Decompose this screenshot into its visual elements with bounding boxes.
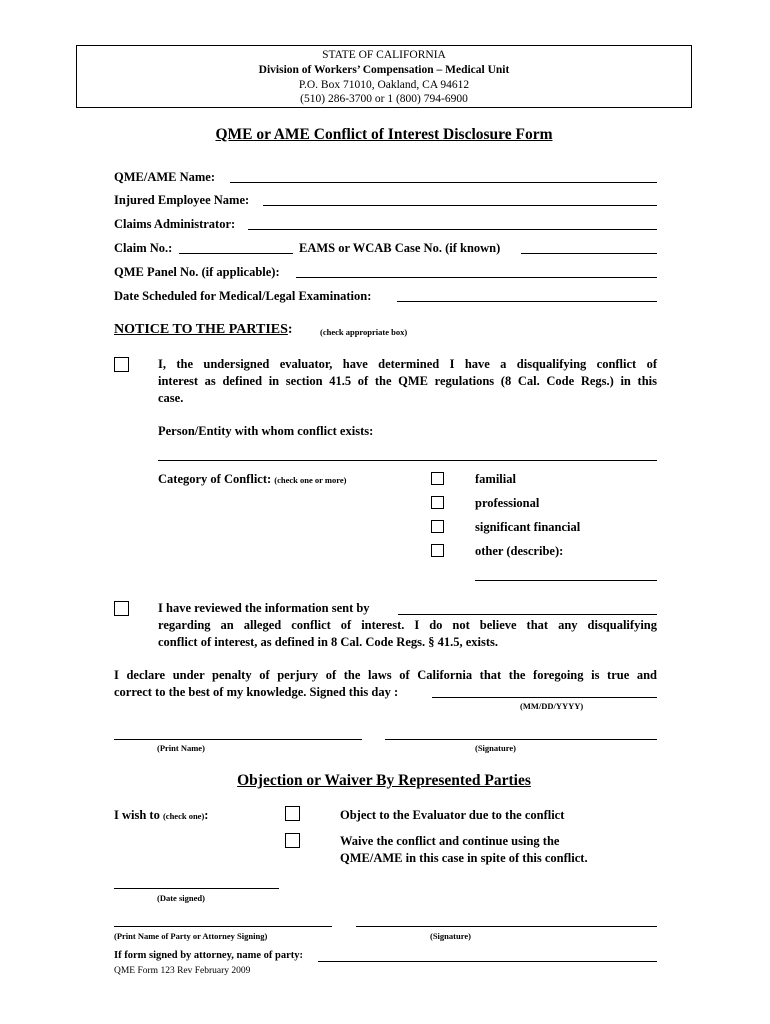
option2-line3: conflict of interest, as defined in 8 Cal. Code Regs. § 41.5, exists.	[158, 635, 499, 649]
date-signed-field[interactable]	[114, 888, 279, 889]
signature-caption: (Signature)	[475, 743, 516, 753]
familial-label: familial	[475, 472, 516, 486]
option1-line3: case.	[158, 391, 184, 405]
object-checkbox[interactable]	[285, 806, 300, 821]
waive-line1: Waive the conflict and continue using the	[340, 834, 560, 848]
print-name-caption: (Print Name)	[157, 743, 205, 753]
panel-no-field[interactable]	[296, 277, 657, 278]
form-title: QME or AME Conflict of Interest Disclosure Form	[215, 126, 553, 143]
wish-text: I wish to	[114, 808, 163, 822]
professional-label: professional	[475, 496, 540, 510]
sent-by-field[interactable]	[398, 614, 657, 615]
notice-heading	[114, 322, 293, 338]
date-signed-caption: (Date signed)	[157, 893, 205, 903]
claim-no-field[interactable]	[179, 253, 293, 254]
employee-name-label: Injured Employee Name:	[114, 193, 250, 207]
waive-checkbox[interactable]	[285, 833, 300, 848]
significant-financial-checkbox[interactable]	[431, 520, 444, 533]
print-name-field[interactable]	[114, 739, 362, 740]
declaration-line2: correct to the best of my knowledge. Signed this day :	[114, 685, 399, 699]
header-division: Division of Workers’ Compensation – Medical Unit	[258, 64, 510, 76]
attorney-party-field[interactable]	[318, 961, 657, 962]
qme-name-field[interactable]	[230, 182, 657, 183]
familial-checkbox[interactable]	[431, 472, 444, 485]
eams-field[interactable]	[521, 253, 657, 254]
header-phone: (510) 286-3700 or 1 (800) 794-6900	[300, 93, 468, 105]
claims-admin-field[interactable]	[248, 229, 657, 230]
other-label: other (describe):	[475, 544, 564, 558]
objection-title: Objection or Waiver By Represented Parties	[237, 772, 531, 789]
signature-field[interactable]	[385, 739, 657, 740]
category-label	[158, 472, 346, 487]
disqualifying-conflict-checkbox[interactable]	[114, 357, 129, 372]
option1-line2: interest as defined in section 41.5 of the QME regulations (8 Cal. Code Regs.) in this	[158, 374, 657, 388]
category-label-text: Category of Conflict:	[158, 472, 275, 486]
wish-label	[114, 808, 208, 823]
other-checkbox[interactable]	[431, 544, 444, 557]
party-signature-caption: (Signature)	[430, 931, 471, 941]
header-address: P.O. Box 71010, Oakland, CA 94612	[298, 79, 470, 91]
professional-checkbox[interactable]	[431, 496, 444, 509]
option2-line2: regarding an alleged conflict of interest. I do not believe that any disqualifying	[158, 618, 657, 632]
option1-line1: I, the undersigned evaluator, have determined I have a disqualifying conflict of	[158, 357, 657, 371]
panel-no-label: QME Panel No. (if applicable):	[114, 265, 280, 279]
employee-name-field[interactable]	[263, 205, 657, 206]
notice-heading-text: NOTICE TO THE PARTIES	[114, 322, 288, 337]
object-label: Object to the Evaluator due to the conflict	[340, 808, 565, 822]
date-format-hint: (MM/DD/YYYY)	[520, 701, 584, 711]
claims-admin-label: Claims Administrator:	[114, 217, 236, 231]
qme-name-label: QME/AME Name:	[114, 170, 216, 184]
person-entity-field[interactable]	[158, 460, 657, 461]
person-entity-label: Person/Entity with whom conflict exists:	[158, 424, 374, 438]
wish-hint: (check one)	[162, 811, 205, 821]
option2-line1: I have reviewed the information sent by	[158, 601, 370, 615]
date-scheduled-label: Date Scheduled for Medical/Legal Examination:	[114, 289, 372, 303]
agency-header	[76, 45, 692, 108]
waive-line2: QME/AME in this case in spite of this conflict.	[340, 851, 588, 865]
declaration-line1: I declare under penalty of perjury of the laws of California that the foregoing is true and	[114, 668, 657, 682]
party-name-field[interactable]	[114, 926, 332, 927]
significant-financial-label: significant financial	[475, 520, 581, 534]
header-state: STATE OF CALIFORNIA	[322, 49, 446, 61]
party-name-caption: (Print Name of Party or Attorney Signing)	[114, 931, 268, 941]
no-conflict-checkbox[interactable]	[114, 601, 129, 616]
other-describe-field[interactable]	[475, 580, 657, 581]
party-signature-field[interactable]	[356, 926, 657, 927]
signed-date-field[interactable]	[432, 697, 657, 698]
notice-hint: (check appropriate box)	[320, 327, 408, 337]
category-hint: (check one or more)	[274, 475, 347, 485]
form-footer: QME Form 123 Rev February 2009	[114, 966, 251, 976]
claim-no-label: Claim No.:	[114, 241, 173, 255]
notice-colon: :	[287, 322, 293, 337]
eams-label: EAMS or WCAB Case No. (if known)	[299, 241, 501, 255]
date-scheduled-field[interactable]	[397, 301, 657, 302]
attorney-party-label: If form signed by attorney, name of party:	[114, 950, 303, 961]
wish-colon: :	[204, 808, 209, 822]
